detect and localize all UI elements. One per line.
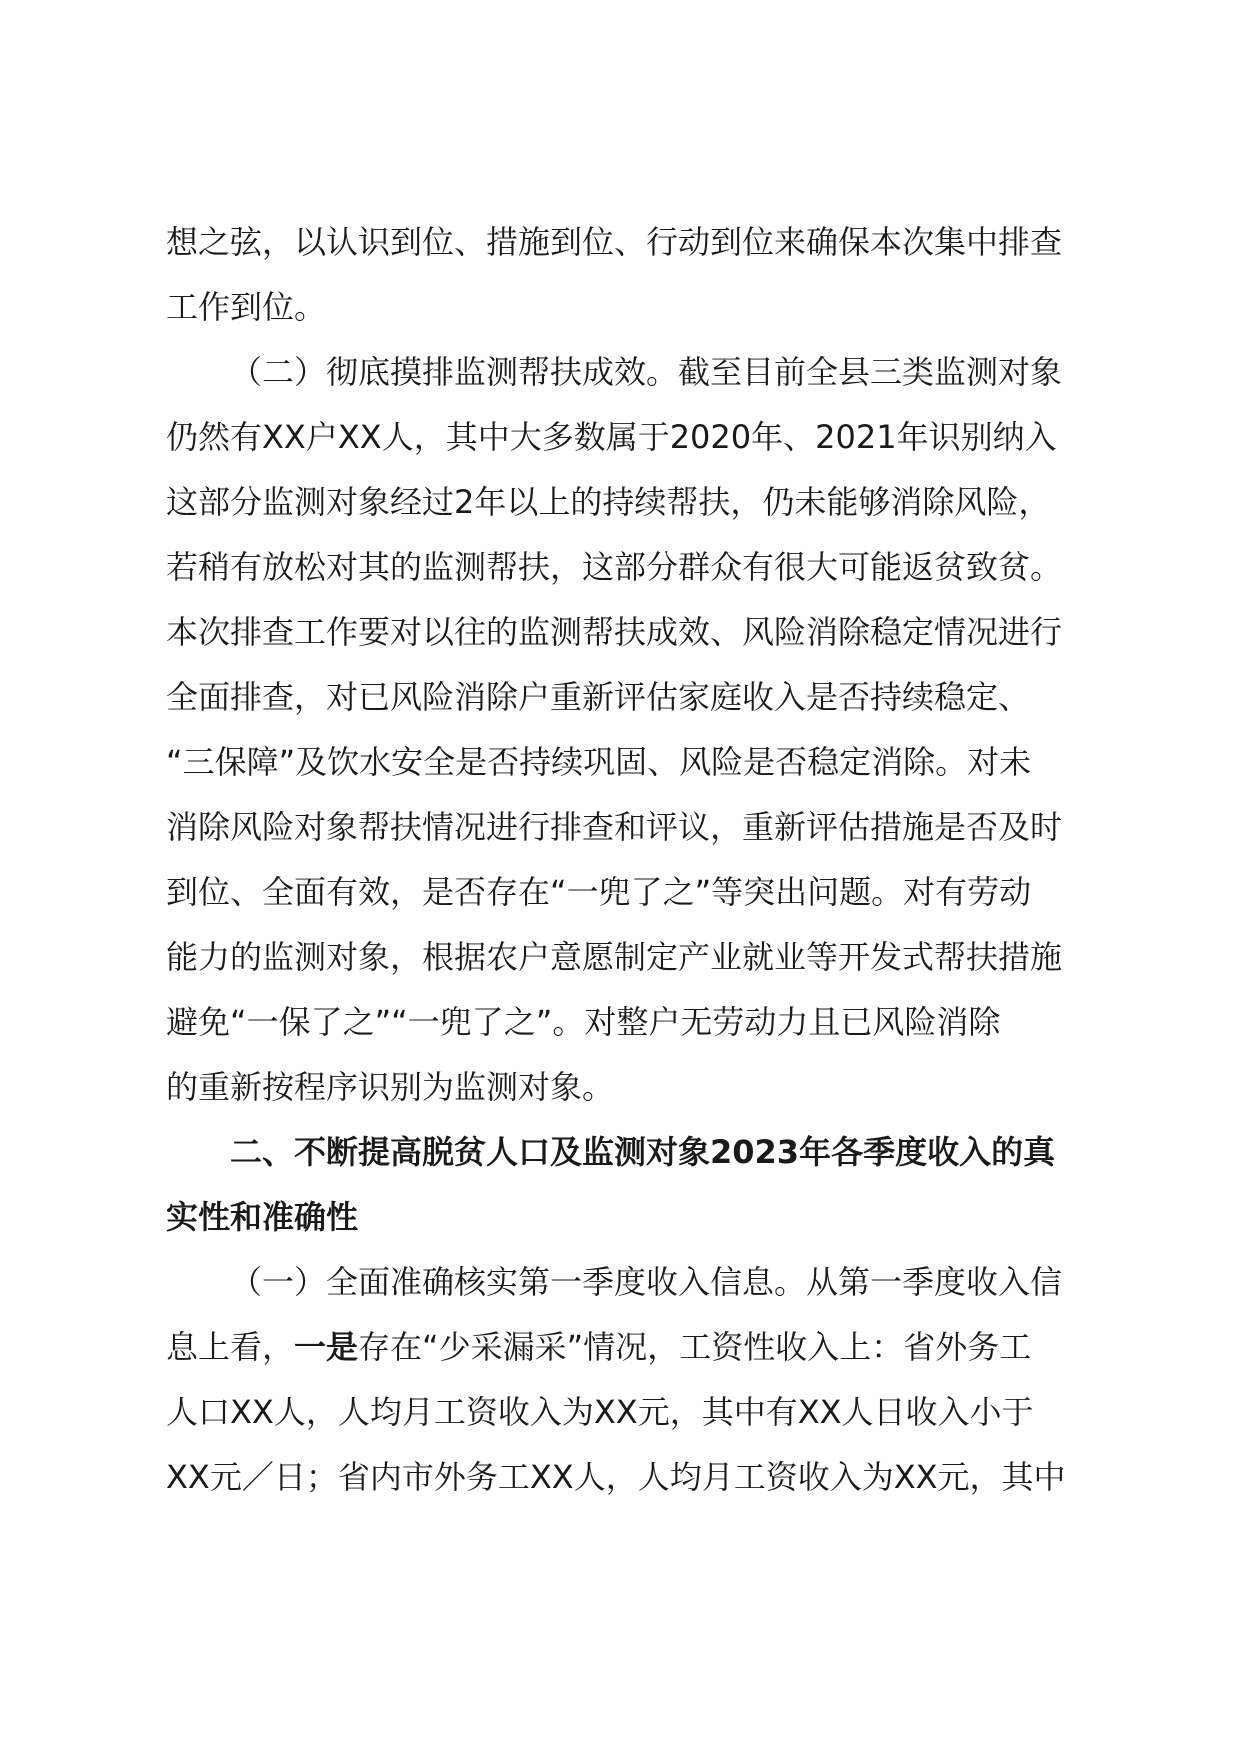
- paragraph-line: 的重新按程序识别为监测对象。: [166, 1068, 615, 1106]
- section-heading: 实性和准确性: [166, 1198, 359, 1236]
- paragraph-line: 若稍有放松对其的监测帮扶，这部分群众有很大可能返贫致贫。: [166, 548, 1063, 586]
- paragraph-line: （一）全面准确核实第一季度收入信息。从第一季度收入信: [230, 1263, 1063, 1301]
- paragraph-line: “三保障”及饮水安全是否持续巩固、风险是否稳定消除。对未: [166, 743, 1032, 781]
- paragraph-line: 工作到位。: [166, 288, 327, 326]
- paragraph-line: 想之弦，以认识到位、措施到位、行动到位来确保本次集中排查: [166, 223, 1063, 261]
- paragraph-line: 本次排查工作要对以往的监测帮扶成效、风险消除稳定情况进行: [166, 613, 1063, 651]
- line-rest: 存在“少采漏采”情况，工资性收入上：省外务工: [358, 1328, 1032, 1366]
- paragraph-line: 全面排查，对已风险消除户重新评估家庭收入是否持续稳定、: [166, 678, 1031, 716]
- paragraph-line: 避免“一保了之”“一兜了之”。对整户无劳动力且已风险消除: [166, 1003, 1001, 1041]
- paragraph-line: 消除风险对象帮扶情况进行排查和评议，重新评估措施是否及时: [166, 808, 1063, 846]
- line-prefix: 息上看，: [166, 1328, 295, 1366]
- paragraph-line: 能力的监测对象，根据农户意愿制定产业就业等开发式帮扶措施: [166, 938, 1063, 976]
- paragraph-line: 到位、全面有效，是否存在“一兜了之”等突出问题。对有劳动: [166, 873, 1032, 911]
- paragraph-line: （二）彻底摸排监测帮扶成效。截至目前全县三类监测对象: [230, 353, 1063, 391]
- document-body: [166, 210, 1100, 1510]
- paragraph-line: 仍然有XX户XX人，其中大多数属于2020年、2021年识别纳入: [166, 418, 1057, 456]
- paragraph-line: 这部分监测对象经过2年以上的持续帮扶，仍未能够消除风险，: [166, 483, 1051, 521]
- paragraph-line: [166, 1315, 1100, 1380]
- bold-emphasis: 一是: [294, 1328, 359, 1366]
- paragraph-line: XX元／日；省内市外务工XX人，人均月工资收入为XX元，其中: [166, 1458, 1066, 1496]
- paragraph-line: 人口XX人，人均月工资收入为XX元，其中有XX人日收入小于: [166, 1393, 1034, 1431]
- section-heading: 二、不断提高脱贫人口及监测对象2023年各季度收入的真: [230, 1133, 1056, 1171]
